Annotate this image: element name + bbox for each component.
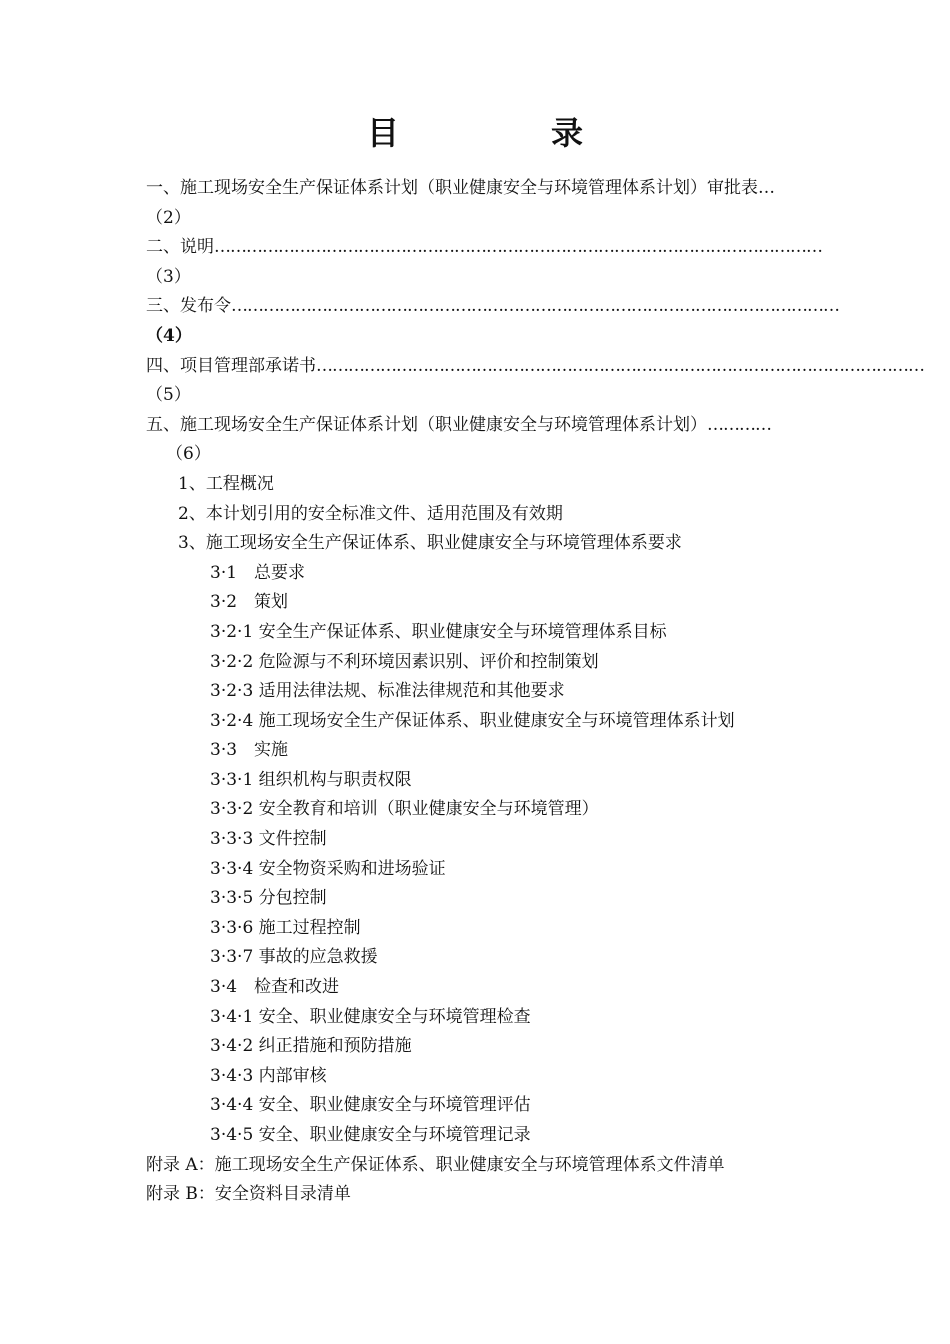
toc-entry-page: （6） [166,444,211,465]
table-of-contents [146,174,924,1210]
toc-entry-5[interactable] [146,411,862,441]
toc-subsection[interactable]: 3·3·5 分包控制 [210,888,327,909]
toc-section[interactable]: 2、本计划引用的安全标准文件、适用范围及有效期 [178,503,563,524]
toc-entry-2-page-line [146,263,862,293]
toc-entry-page: （2） [146,207,191,228]
toc-subsection[interactable]: 3·2·4 施工现场安全生产保证体系、职业健康安全与环境管理体系计划 [210,710,735,731]
toc-subsection[interactable]: 3·2·1 安全生产保证体系、职业健康安全与环境管理体系目标 [210,621,667,642]
toc-subsection[interactable]: 3·3·2 安全教育和培训（职业健康安全与环境管理） [210,799,599,820]
toc-entry-3[interactable] [146,292,862,322]
toc-entry-label: 五、施工现场安全生产保证体系计划（职业健康安全与环境管理体系计划） [146,414,707,435]
toc-appendix-b[interactable]: 附录 B：安全资料目录清单 [146,1184,351,1205]
toc-entry-3-page-line [146,322,862,352]
toc-subsection[interactable]: 3·3·3 文件控制 [210,829,327,850]
toc-entry-5-page-line [146,440,862,470]
toc-subsection[interactable]: 3·4 检查和改进 [210,977,340,998]
toc-entry-label: 四、项目管理部承诺书 [146,355,316,376]
toc-leader-dots: …………………………………………………………………………………………………… [214,237,822,258]
toc-section[interactable]: 3、施工现场安全生产保证体系、职业健康安全与环境管理体系要求 [178,533,682,554]
toc-subsection[interactable]: 3·4·1 安全、职业健康安全与环境管理检查 [210,1006,531,1027]
toc-entry-label: 三、发布令 [146,296,231,317]
toc-entry-page: （5） [146,385,191,406]
toc-subsection[interactable]: 3·3 实施 [210,740,289,761]
toc-subsection[interactable]: 3·4·3 内部审核 [210,1065,327,1086]
toc-subsection[interactable]: 3·4·2 纠正措施和预防措施 [210,1036,412,1057]
toc-entry-2[interactable] [146,233,862,263]
toc-entry-4[interactable] [146,352,924,382]
toc-subsection[interactable]: 3·4·5 安全、职业健康安全与环境管理记录 [210,1125,531,1145]
toc-entry-4-page-line [146,381,862,411]
toc-subsection[interactable]: 3·3·6 施工过程控制 [210,917,361,938]
toc-subsection[interactable]: 3·2·2 危险源与不利环境因素识别、评价和控制策划 [210,651,599,672]
toc-entry-page: （4） [146,325,192,346]
toc-appendix-a[interactable]: 附录 A：施工现场安全生产保证体系、职业健康安全与环境管理体系文件清单 [146,1154,725,1175]
toc-leader-dots: …………………………………………………………………………………………………… [231,296,839,317]
page-title: 目 录 [366,114,643,152]
toc-entry-1[interactable] [146,174,862,204]
toc-subsection[interactable]: 3·4·4 安全、职业健康安全与环境管理评估 [210,1095,531,1116]
toc-subsection[interactable]: 3·3·7 事故的应急救援 [210,947,378,968]
toc-entry-1-page-line [146,204,862,234]
toc-subsection[interactable]: 3·2·3 适用法律法规、标准法律规范和其他要求 [210,681,565,702]
toc-entry-label: 一、施工现场安全生产保证体系计划（职业健康安全与环境管理体系计划）审批表… [146,178,775,198]
toc-subsection[interactable]: 3·1 总要求 [210,562,306,583]
toc-section[interactable]: 1、工程概况 [178,473,274,494]
toc-leader-dots: …………………………………………………………………………………………………… [316,355,924,376]
toc-entry-page: （3） [146,266,191,287]
toc-entry-label: 二、说明 [146,237,214,258]
toc-subsection[interactable]: 3·3·1 组织机构与职责权限 [210,769,412,790]
toc-subsection[interactable]: 3·2 策划 [210,592,289,613]
toc-subsection[interactable]: 3·3·4 安全物资采购和进场验证 [210,858,446,879]
toc-leader-dots: ………… [707,414,771,435]
